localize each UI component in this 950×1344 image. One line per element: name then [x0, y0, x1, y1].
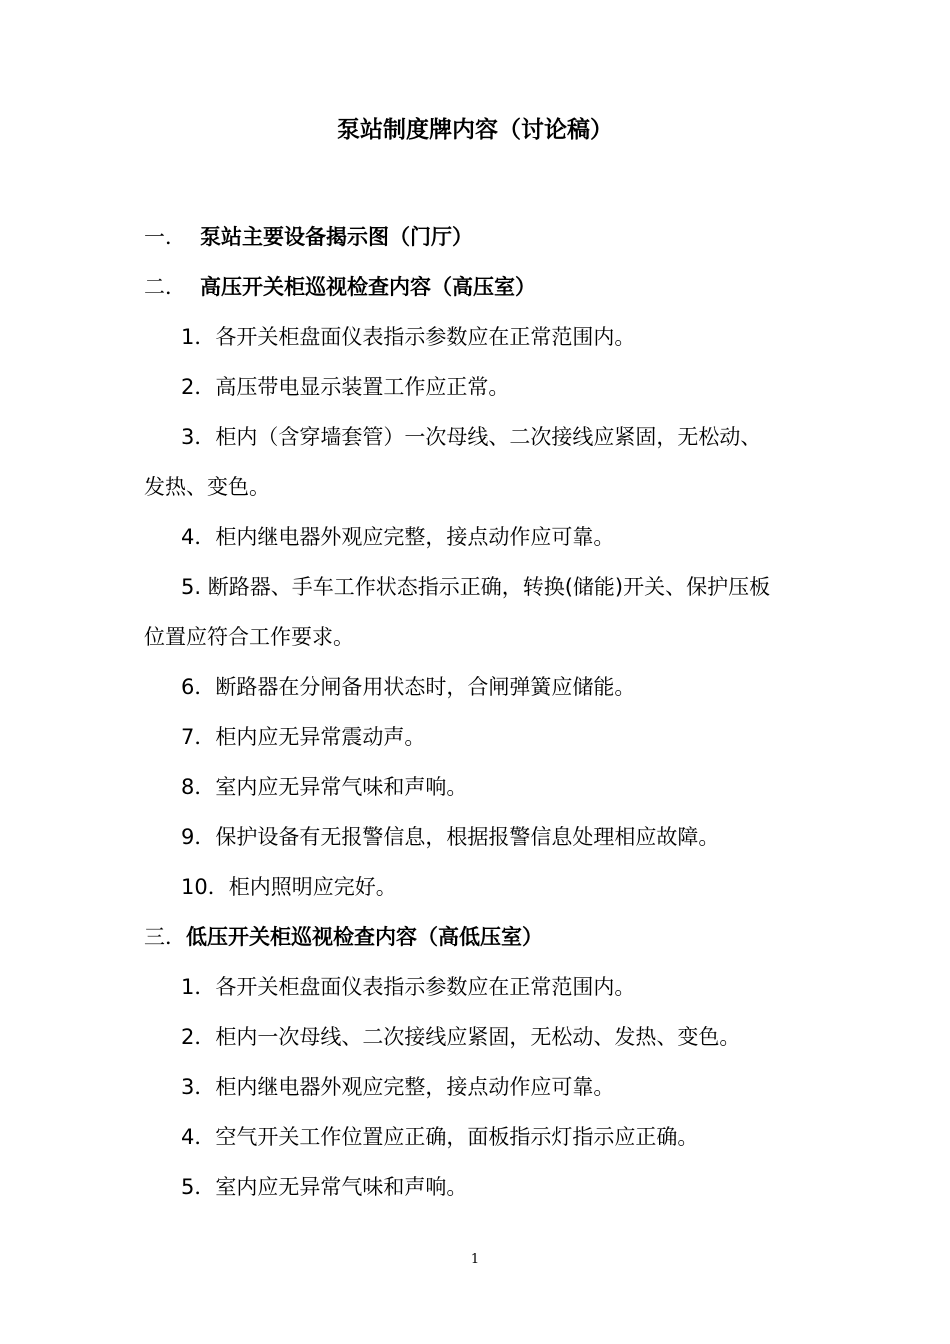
- section-2-title: 高压开关柜巡视检查内容（高压室）: [200, 275, 536, 299]
- section-3-item-5: 5．室内应无异常气味和声响。: [181, 1175, 468, 1199]
- section-2-item-4: 4．柜内继电器外观应完整，接点动作应可靠。: [181, 525, 615, 549]
- section-3-title: 低压开关柜巡视检查内容（高低压室）: [186, 925, 543, 949]
- section-3-item-3: 3．柜内继电器外观应完整，接点动作应可靠。: [181, 1075, 615, 1099]
- section-3-heading: [144, 912, 816, 962]
- section-2-item-7: 7．柜内应无异常震动声。: [181, 725, 426, 749]
- section-3-item-1: 1．各开关柜盘面仪表指示参数应在正常范围内。: [181, 975, 636, 999]
- section-2-item-3: 3．柜内（含穿墙套管）一次母线、二次接线应紧固，无松动、: [181, 425, 762, 449]
- section-3-item-4: 4．空气开关工作位置应正确，面板指示灯指示应正确。: [181, 1125, 699, 1149]
- document-title: 泵站制度牌内容（讨论稿）: [337, 117, 613, 143]
- page-number: 1: [470, 1252, 480, 1267]
- section-2-item-6: 6．断路器在分闸备用状态时，合闸弹簧应储能。: [181, 675, 636, 699]
- section-2-item-5: 5. 断路器、手车工作状态指示正确，转换(储能)开关、保护压板: [181, 575, 771, 599]
- section-1-heading: [144, 212, 816, 262]
- section-2-item-10: 10．柜内照明应完好。: [181, 875, 397, 899]
- section-2-item-5-continued: 位置应符合工作要求。: [144, 625, 354, 649]
- section-2-item-9: 9．保护设备有无报警信息，根据报警信息处理相应故障。: [181, 825, 720, 849]
- section-2-heading: [144, 262, 816, 312]
- section-3-number: 三．: [144, 925, 186, 949]
- section-2-number: 二．: [144, 275, 186, 299]
- section-2-item-1: 1．各开关柜盘面仪表指示参数应在正常范围内。: [181, 325, 636, 349]
- section-2-item-3-continued: 发热、变色。: [144, 475, 270, 499]
- section-1-number: 一．: [144, 225, 186, 249]
- document-body: [144, 212, 816, 1212]
- section-2-item-8: 8．室内应无异常气味和声响。: [181, 775, 468, 799]
- section-3-item-2: 2．柜内一次母线、二次接线应紧固，无松动、发热、变色。: [181, 1025, 741, 1049]
- section-2-item-2: 2．高压带电显示装置工作应正常。: [181, 375, 510, 399]
- section-1-title: 泵站主要设备揭示图（门厅）: [200, 225, 473, 249]
